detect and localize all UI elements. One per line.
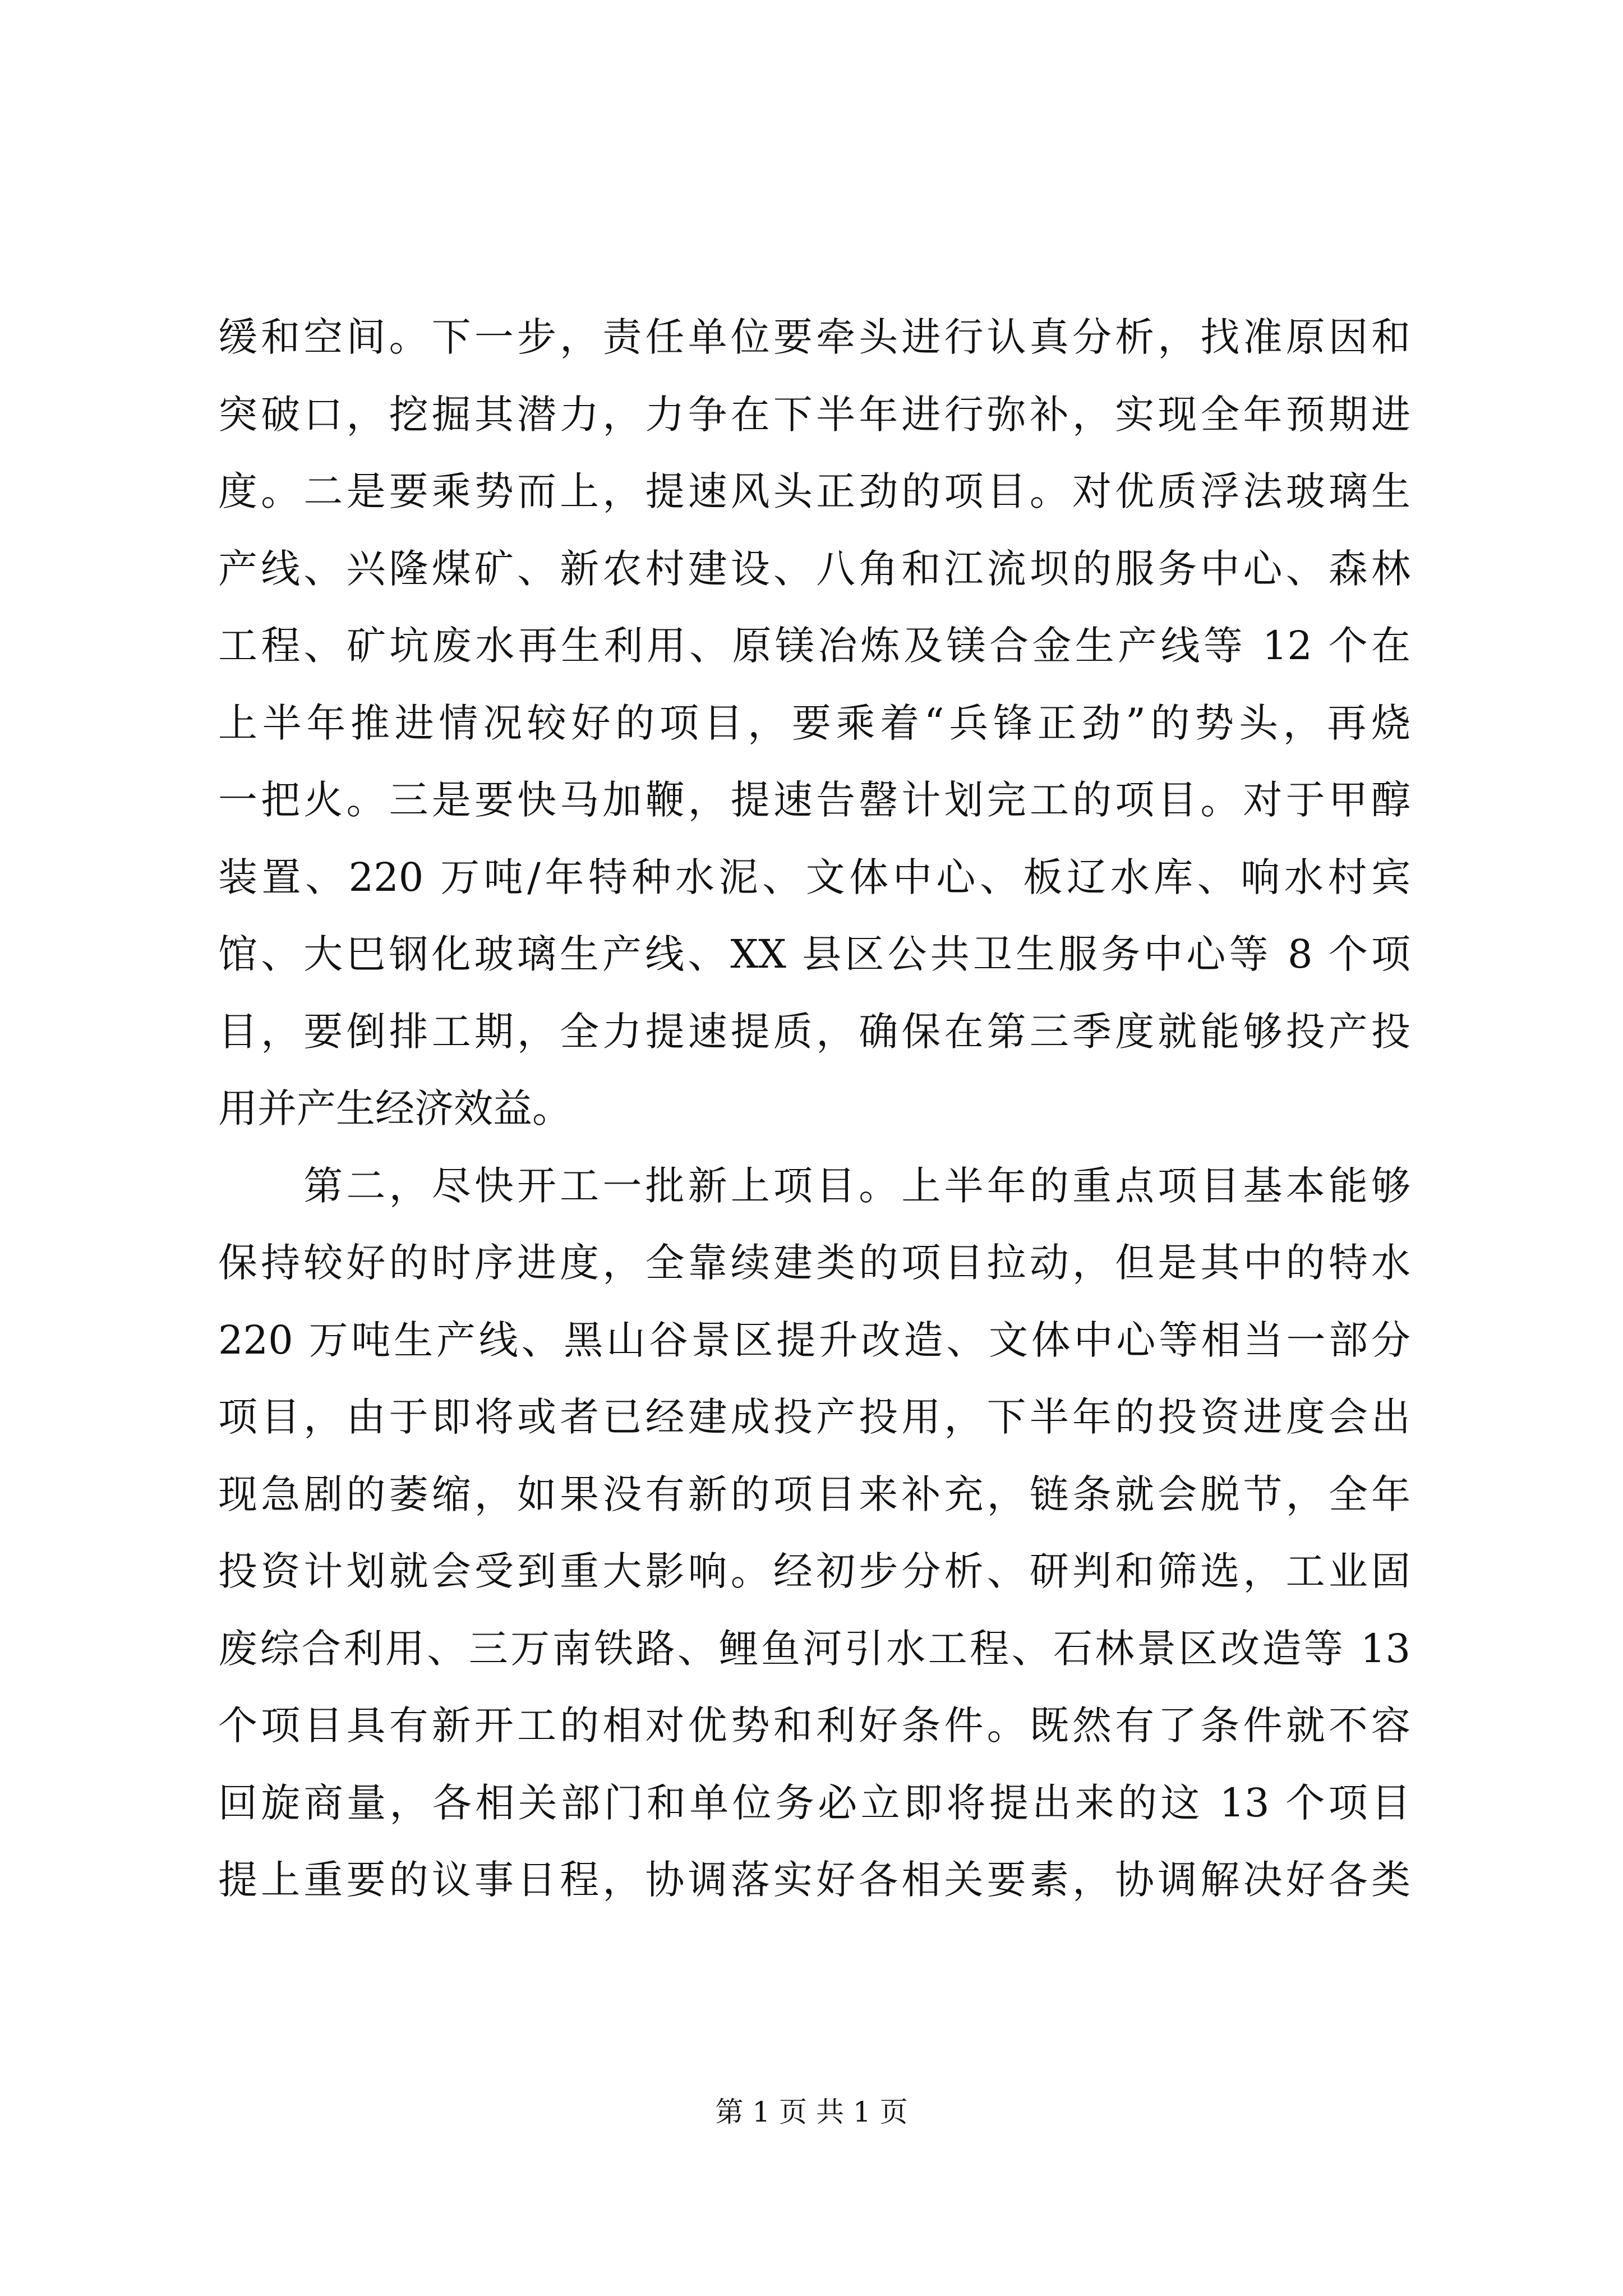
- text-line: 目，要倒排工期，全力提速提质，确保在第三季度就能够投产投: [218, 1008, 1410, 1055]
- text-line: 提上重要的议事日程，协调落实好各相关要素，协调解决好各类: [218, 1857, 1410, 1903]
- text-line: 现急剧的萎缩，如果没有新的项目来补充，链条就会脱节，全年: [218, 1471, 1410, 1517]
- text-line: 保持较好的时序进度，全靠续建类的项目拉动，但是其中的特水: [218, 1240, 1410, 1286]
- text-line: 个项目具有新开工的相对优势和利好条件。既然有了条件就不容: [218, 1703, 1410, 1749]
- body-text: [218, 299, 1410, 1919]
- page-footer: 第 1 页 共 1 页: [715, 2096, 908, 2128]
- text-line: 220 万吨生产线、黑山谷景区提升改造、文体中心等相当一部分: [218, 1317, 1410, 1363]
- text-line: 回旋商量，各相关部门和单位务必立即将提出来的这 13 个项目: [218, 1779, 1410, 1826]
- text-line: 突破口，挖掘其潜力，力争在下半年进行弥补，实现全年预期进: [218, 391, 1410, 438]
- text-line: 馆、大巴钢化玻璃生产线、XX 县区公共卫生服务中心等 8 个项: [218, 931, 1410, 977]
- text-line: 投资计划就会受到重大影响。经初步分析、研判和筛选，工业固: [218, 1548, 1410, 1594]
- text-line: 第二，尽快开工一批新上项目。上半年的重点项目基本能够: [218, 1162, 1410, 1209]
- text-line: 度。二是要乘势而上，提速风头正劲的项目。对优质浮法玻璃生: [218, 468, 1410, 514]
- text-line: 一把火。三是要快马加鞭，提速告罄计划完工的项目。对于甲醇: [218, 777, 1410, 823]
- text-line: 装置、220 万吨/年特种水泥、文体中心、板辽水库、响水村宾: [218, 854, 1410, 900]
- text-line: 项目，由于即将或者已经建成投产投用，下半年的投资进度会出: [218, 1394, 1410, 1440]
- text-line: 产线、兴隆煤矿、新农村建设、八角和江流坝的服务中心、森林: [218, 545, 1410, 592]
- text-line: 上半年推进情况较好的项目，要乘着“兵锋正劲”的势头，再烧: [218, 700, 1410, 746]
- text-line: 缓和空间。下一步，责任单位要牵头进行认真分析，找准原因和: [218, 314, 1410, 360]
- text-line: 废综合利用、三万南铁路、鲤鱼河引水工程、石林景区改造等 13: [218, 1625, 1410, 1672]
- text-line: 工程、矿坑废水再生利用、原镁冶炼及镁合金生产线等 12 个在: [218, 623, 1410, 669]
- text-line: 用并产生经济效益。: [218, 1085, 571, 1131]
